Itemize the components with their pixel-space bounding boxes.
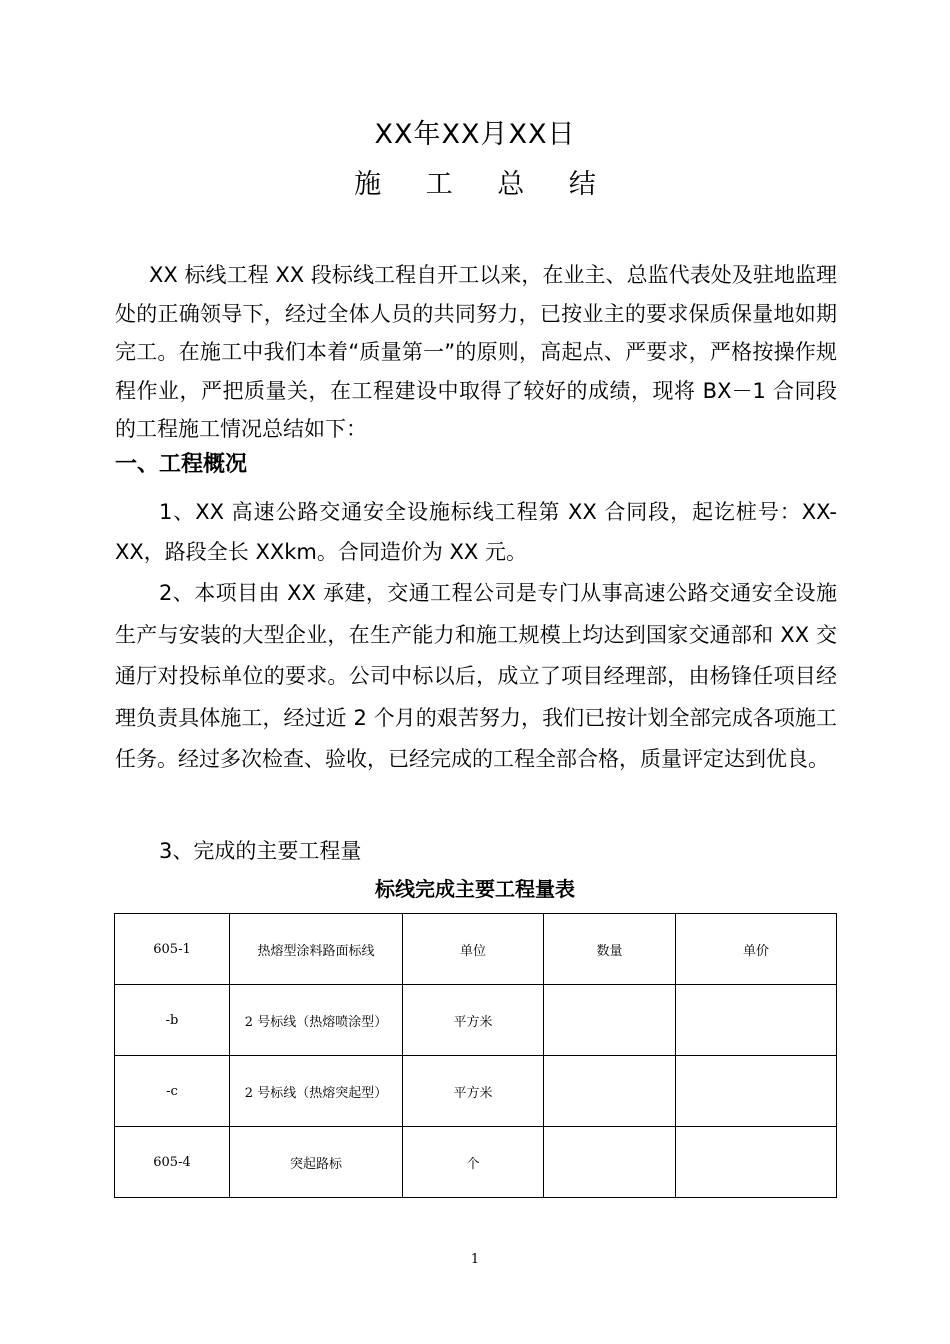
table-caption: 标线完成主要工程量表 — [375, 877, 575, 901]
overview-item-2: 2、本项目由 XX 承建，交通工程公司是专门从事高速公路交通安全设施生产与安装的大型企业，在生产能力和施工规模上均达到国家交通部和 XX 交通厅对投标单位的要求。公司中标以后，成立了项目经理部，由杨锋任项目经理负责具体施工，经过近 2 个月的艰苦努力，我们已按计划全部完成各项施工任务。经过多次检查、验收，已经完成的工程全部合格，质量评定达到优良。 — [115, 581, 837, 771]
table-cell — [544, 985, 676, 1056]
table-cell: 个 — [403, 1127, 544, 1198]
table-row — [115, 914, 837, 985]
table-cell: 平方米 — [403, 985, 544, 1056]
table-cell: 2 号标线（热熔突起型） — [230, 1056, 403, 1127]
table-cell: 突起路标 — [230, 1127, 403, 1198]
overview-item-1: 1、XX 高速公路交通安全设施标线工程第 XX 合同段，起讫桩号：XX-XX，路段全长 XXkm。合同造价为 XX 元。 — [115, 500, 837, 564]
quantity-table — [114, 913, 837, 1198]
table-row — [115, 1127, 837, 1198]
intro-paragraph: XX 标线工程 XX 段标线工程自开工以来，在业主、总监代表处及驻地监理处的正确领导下，经过全体人员的共同努力，已按业主的要求保质保量地如期完工。在施工中我们本着“质量第一”的原则，高起点、严要求，严格按操作规程作业，严把质量关，在工程建设中取得了较好的成绩，现将 BX－1 合同段的工程施工情况总结如下： — [115, 263, 837, 442]
table-cell: 热熔型涂料路面标线 — [230, 914, 403, 985]
table-cell: 2 号标线（热熔喷涂型） — [230, 985, 403, 1056]
document-title: 施 工 总 结 — [354, 169, 614, 200]
table-cell — [544, 1127, 676, 1198]
table-cell — [676, 985, 837, 1056]
table-cell: 605-1 — [115, 914, 230, 985]
page-number: 1 — [470, 1252, 480, 1267]
table-cell — [676, 1127, 837, 1198]
table-cell: 605-4 — [115, 1127, 230, 1198]
overview-item-3: 3、完成的主要工程量 — [159, 839, 362, 863]
table-cell: 平方米 — [403, 1056, 544, 1127]
table-cell — [676, 1056, 837, 1127]
table-row — [115, 1056, 837, 1127]
table-row — [115, 985, 837, 1056]
table-cell: 数量 — [544, 914, 676, 985]
document-date: XX年XX月XX日 — [374, 119, 576, 150]
table-cell — [544, 1056, 676, 1127]
table-cell: -c — [115, 1056, 230, 1127]
section-heading-overview: 一、工程概况 — [115, 452, 248, 477]
table-cell: -b — [115, 985, 230, 1056]
table-cell: 单位 — [403, 914, 544, 985]
table-cell: 单价 — [676, 914, 837, 985]
